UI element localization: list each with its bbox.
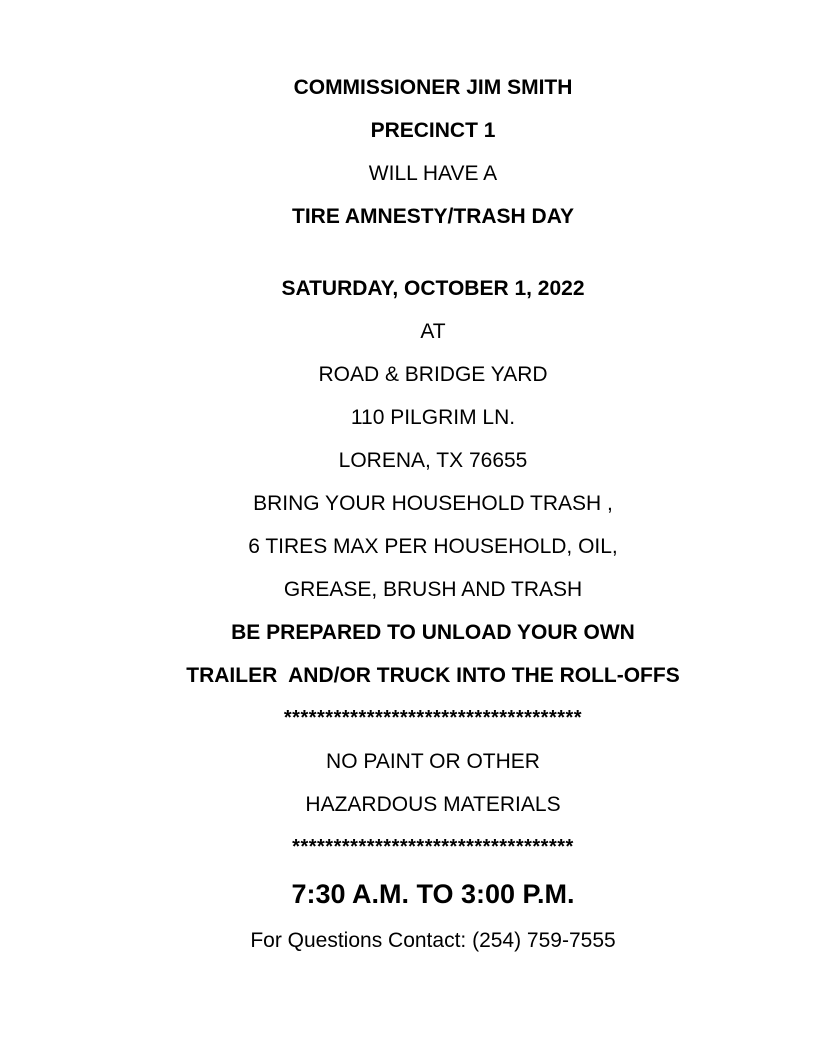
commissioner-name-line: COMMISSIONER JIM SMITH bbox=[293, 76, 573, 99]
bring-items-line-3: GREASE, BRUSH AND TRASH bbox=[283, 578, 583, 601]
bring-items-line-1: BRING YOUR HOUSEHOLD TRASH , bbox=[253, 492, 613, 515]
will-have-a-line: WILL HAVE A bbox=[368, 162, 498, 185]
asterisk-divider-top: ************************************ bbox=[283, 707, 583, 729]
event-title-line: TIRE AMNESTY/TRASH DAY bbox=[292, 205, 574, 228]
asterisk-divider-bottom: ********************************** bbox=[292, 836, 574, 858]
hazard-warning-line-1: NO PAINT OR OTHER bbox=[326, 750, 540, 773]
precinct-line: PRECINCT 1 bbox=[370, 119, 496, 142]
city-state-zip-line: LORENA, TX 76655 bbox=[338, 449, 528, 472]
event-hours-line: 7:30 A.M. TO 3:00 P.M. bbox=[291, 879, 575, 909]
at-line: AT bbox=[420, 320, 446, 343]
bring-items-line-2: 6 TIRES MAX PER HOUSEHOLD, OIL, bbox=[248, 535, 618, 558]
unload-notice-line-2: TRAILER AND/OR TRUCK INTO THE ROLL-OFFS bbox=[186, 664, 680, 687]
venue-line: ROAD & BRIDGE YARD bbox=[318, 363, 548, 386]
street-address-line: 110 PILGRIM LN. bbox=[350, 406, 516, 429]
section-spacer bbox=[96, 238, 770, 267]
unload-notice-line-1: BE PREPARED TO UNLOAD YOUR OWN bbox=[231, 621, 635, 644]
hazard-warning-line-2: HAZARDOUS MATERIALS bbox=[305, 793, 561, 816]
contact-phone-line: For Questions Contact: (254) 759-7555 bbox=[250, 929, 616, 952]
event-date-line: SATURDAY, OCTOBER 1, 2022 bbox=[281, 277, 585, 300]
